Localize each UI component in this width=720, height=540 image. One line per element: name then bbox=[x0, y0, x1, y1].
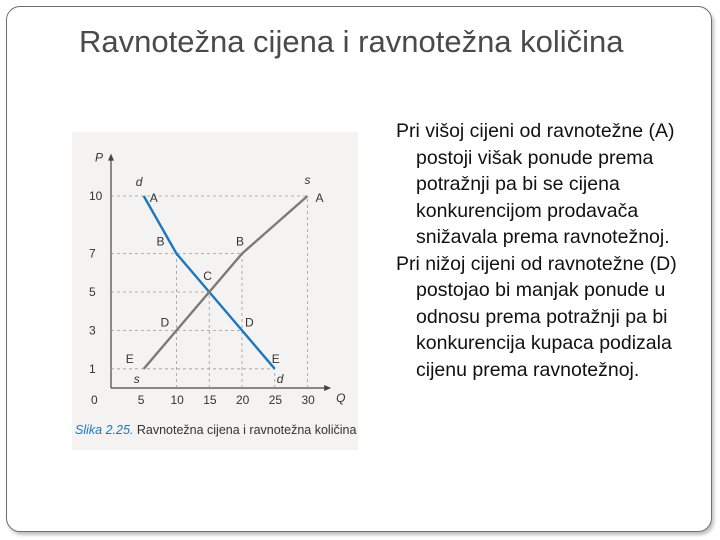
demand-end-label: d bbox=[276, 371, 284, 386]
point-label-e: E bbox=[271, 351, 280, 366]
slide-title: Ravnotežna cijena i ravnotežna količina bbox=[79, 24, 624, 59]
point-label-a: A bbox=[149, 191, 158, 205]
y-axis-arrow bbox=[108, 154, 114, 161]
textbook-figure bbox=[72, 132, 358, 450]
y-tick-label: 7 bbox=[89, 246, 96, 261]
y-tick-label: 1 bbox=[89, 361, 96, 376]
explanation-text bbox=[396, 118, 696, 383]
point-label-a: A bbox=[315, 191, 324, 205]
y-axis-label: P bbox=[95, 150, 104, 165]
supply-line bbox=[144, 196, 308, 369]
point-label-b: B bbox=[156, 234, 165, 249]
point-label-e: E bbox=[125, 351, 134, 366]
supply-end-label: s bbox=[304, 173, 311, 187]
x-tick-label: 30 bbox=[301, 393, 315, 407]
x-tick-label: 5 bbox=[137, 393, 145, 407]
y-tick-label: 3 bbox=[89, 323, 96, 338]
point-label-d: D bbox=[160, 315, 170, 330]
paragraph-lower-price: Pri nižoj cijeni od ravnotežne (D) postojao bi manjak ponude u odnosu prema potražnji pa bi konkurencija kupaca podizala cijenu prema ravnotežnoj. bbox=[396, 252, 677, 381]
figure-caption bbox=[75, 423, 356, 437]
paragraph-higher-price: Pri višoj cijeni od ravnotežne (A) postoji višak ponude prema potražnji pa bi se cijena konkurencijom prodavača snižavala prema ravnotežnoj. bbox=[396, 120, 675, 248]
y-tick-label: 5 bbox=[89, 285, 96, 299]
figure-caption-label: Slika 2.25. bbox=[75, 423, 134, 437]
x-tick-label: 25 bbox=[268, 393, 283, 407]
x-tick-label: 20 bbox=[236, 393, 250, 407]
x-axis-arrow bbox=[324, 385, 331, 391]
point-label-c: C bbox=[203, 269, 212, 283]
x-axis-label: Q bbox=[336, 391, 346, 405]
figure-caption-text: Ravnotežna cijena i ravnotežna količina bbox=[133, 423, 357, 437]
x-tick-label: 15 bbox=[203, 393, 217, 407]
demand-start-label: d bbox=[135, 175, 143, 189]
supply-start-label: s bbox=[133, 371, 140, 386]
x-tick-label: 10 bbox=[170, 393, 184, 407]
x-tick-label: 0 bbox=[91, 393, 98, 407]
y-tick-label: 10 bbox=[89, 189, 103, 203]
point-label-d: D bbox=[245, 315, 254, 330]
point-label-b: B bbox=[236, 234, 245, 249]
supply-demand-chart bbox=[72, 132, 358, 450]
